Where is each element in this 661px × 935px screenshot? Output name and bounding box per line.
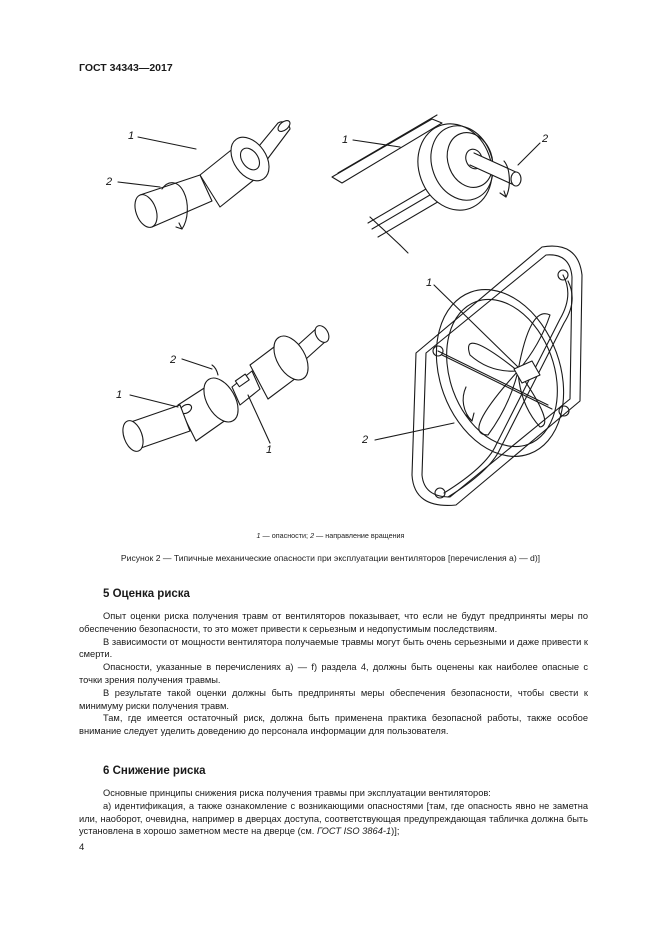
figure-mechanical-hazards	[100, 105, 600, 525]
section-6-paragraph: Основные принципы снижения риска получения травмы при эксплуатации вентиляторов:	[103, 788, 491, 798]
section-5-title: 5 Оценка риска	[103, 588, 190, 600]
label-2-shaft-a: 2	[106, 176, 113, 188]
fan-drawing-d	[361, 246, 586, 505]
section-6-paragraph-a-text: а) идентификация, а также ознакомление с возникающими опасностями [там, где опасность явно не заметна или, наоборот, очевидна, например в дверцах доступа, соответствующая предупреждающая табличка должна быть установлена в хорошо заметном месте на дверце (см.	[79, 800, 588, 837]
section-5-paragraph: В результате такой оценки должны быть предприняты меры обеспечения безопасности, чтобы свести к минимуму риски получения травм.	[79, 687, 588, 711]
section-5-paragraph: Опыт оценки риска получения травм от вентиляторов показывает, что если не будут предприняты меры по обеспечению безопасности, то это может привести к серьезным и недопустимым последствиям.	[79, 611, 588, 634]
legend-text-1: — опасности;	[260, 531, 311, 540]
label-1-fan: 1	[426, 277, 433, 289]
label-1-belt: 1	[342, 134, 349, 146]
coupling-drawing-c	[116, 323, 332, 456]
label-2-fan: 2	[362, 434, 369, 446]
legend-num-2: 2	[310, 531, 315, 540]
shaft-drawing-a	[105, 118, 292, 230]
page-number: 4	[79, 842, 85, 853]
label-1-coupling-left: 1	[116, 389, 123, 401]
figure-legend	[0, 531, 661, 540]
section-6-risk-reduction	[79, 765, 588, 838]
section-5-risk-assessment	[79, 588, 588, 738]
legend-num-1: 1	[256, 531, 261, 540]
figure-caption: Рисунок 2 — Типичные механические опасности при эксплуатации вентиляторов [перечисления а) — d)]	[120, 553, 541, 563]
label-2-belt: 2	[542, 133, 549, 145]
legend-text-2: — направление вращения	[314, 531, 405, 540]
section-6-title: 6 Снижение риска	[103, 765, 206, 777]
section-5-paragraph: В зависимости от мощности вентилятора получаемые травмы могут быть очень серьезными и даже привести к смерти.	[79, 636, 588, 660]
document-header: ГОСТ 34343—2017	[79, 62, 173, 74]
label-1-coupling-right: 1	[266, 444, 273, 456]
standard-reference: ГОСТ ISO 3864-1	[316, 826, 392, 837]
section-5-paragraph: Опасности, указанные в перечислениях а) — f) раздела 4, должны быть оценены как наиболее опасные с точки зрения получения травмы.	[79, 662, 588, 685]
label-1-shaft-a: 1	[128, 130, 135, 142]
section-6-paragraph-a	[79, 800, 588, 838]
figure-drawing	[100, 105, 600, 525]
section-6-paragraph-a-tail: )];	[391, 826, 400, 837]
label-2-coupling: 2	[170, 354, 177, 366]
belt-drive-drawing-b	[332, 113, 548, 253]
section-5-paragraph: Там, где имеется остаточный риск, должна быть применена практика безопасной работы, также особое внимание следует уделить доведению до персонала информации для пользователя.	[79, 713, 588, 737]
